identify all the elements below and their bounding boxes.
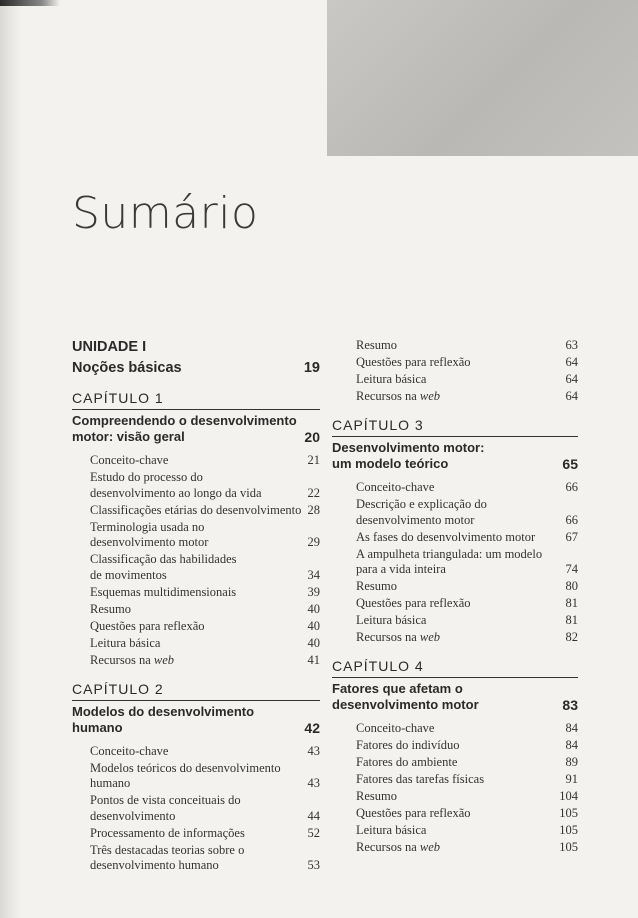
- toc-entry-label: Resumo: [356, 789, 397, 803]
- toc-entry: [72, 602, 320, 618]
- chapter-block: [72, 680, 320, 886]
- toc-entry-text: [90, 744, 168, 760]
- toc-entry-text: [356, 772, 484, 788]
- toc-entry-label: Processamento de informações: [90, 825, 245, 840]
- toc-entry-text: [90, 793, 241, 824]
- toc-entry-text: [90, 602, 131, 618]
- chapter-page: 42: [304, 719, 320, 736]
- right-chapters: [332, 416, 578, 867]
- toc-entry-text: [90, 585, 236, 601]
- toc-entry-text: [356, 338, 397, 354]
- toc-entry: [332, 840, 578, 856]
- toc-entry-text: [356, 480, 434, 496]
- toc-entry-label: Conceito-chave: [90, 453, 169, 467]
- chapter-block: [332, 657, 578, 867]
- toc-entry-page: 81: [565, 596, 578, 610]
- toc-entry-label: Fatores do ambiente: [356, 755, 458, 769]
- toc-entry-page: 63: [565, 338, 578, 352]
- toc-entry-page: 105: [559, 840, 578, 854]
- toc-entry: [332, 497, 578, 528]
- toc-entry-page: 41: [307, 652, 320, 667]
- chapter-label: CAPÍTULO 1: [72, 389, 320, 410]
- toc-entry: [72, 744, 320, 760]
- toc-entry-label: Resumo: [90, 601, 131, 616]
- toc-entry-label: Classificações etárias do desenvolvimento: [90, 502, 302, 517]
- scan-edge-mark: [0, 0, 60, 6]
- toc-entry: [72, 453, 320, 469]
- toc-entry-label: Esquemas multidimensionais: [90, 584, 237, 599]
- toc-entry-text: [356, 630, 440, 646]
- chapter-title: Compreendendo o desenvolvimento motor: visão geral: [72, 413, 297, 444]
- toc-entry: [332, 772, 578, 788]
- unit-title: Noções básicas: [72, 360, 182, 376]
- toc-entry: [332, 823, 578, 839]
- chapter-title-row: [72, 704, 320, 736]
- toc-entry: [72, 843, 320, 874]
- toc-entry-page: 81: [565, 613, 578, 627]
- toc-entry-page: 67: [565, 529, 578, 544]
- toc-right-column: [332, 338, 578, 867]
- toc-entry-text: [356, 721, 434, 737]
- toc-entry-page: 64: [565, 389, 578, 403]
- toc-entry: [332, 806, 578, 822]
- toc-entry-text: [356, 840, 440, 856]
- toc-entry-page: 66: [565, 480, 578, 494]
- toc-entry-text: [356, 806, 471, 822]
- toc-entry-label: As fases do desenvolvimento motor: [356, 529, 536, 544]
- toc-entry-label: Resumo: [356, 338, 397, 352]
- spacer: [332, 647, 578, 657]
- toc-entry-label: Leitura básica: [356, 372, 427, 386]
- decorative-gray-block: [327, 0, 638, 156]
- toc-entry: [332, 480, 578, 496]
- chapter-block: [72, 389, 320, 680]
- toc-entry-page: 105: [559, 806, 578, 820]
- toc-entry: [332, 613, 578, 629]
- toc-entry-label: Classificação das habilidades de movimentos: [90, 552, 237, 582]
- toc-entry-text: [356, 389, 440, 405]
- toc-entry-text: [356, 823, 426, 839]
- toc-entry-text: [356, 613, 426, 629]
- toc-entry-text: [356, 596, 471, 612]
- toc-entry-label: Resumo: [356, 579, 397, 593]
- toc-entry-page: 21: [307, 453, 320, 467]
- toc-entry-text: [90, 761, 281, 792]
- toc-entry-page: 105: [559, 823, 578, 837]
- spacer: [332, 406, 578, 416]
- toc-entry-page: 74: [565, 562, 578, 576]
- toc-entry-page: 104: [559, 789, 578, 803]
- toc-left-column: [72, 338, 320, 885]
- toc-entry-page: 40: [307, 618, 320, 633]
- toc-entry-emphasis: web: [419, 389, 441, 403]
- toc-entry-label: Recursos na: [356, 630, 420, 644]
- toc-entry-label: Pontos de vista conceituais do desenvolvimento: [90, 793, 241, 823]
- toc-entry: [332, 338, 578, 354]
- toc-entry-page: 43: [307, 776, 320, 790]
- chapter-block: [332, 416, 578, 657]
- toc-entry-page: 64: [565, 372, 578, 386]
- toc-entry-page: 22: [307, 485, 320, 500]
- toc-entry: [332, 738, 578, 754]
- toc-entry-page: 82: [565, 630, 578, 644]
- right-lead-entries: [332, 338, 578, 416]
- toc-entry-label: Estudo do processo do desenvolvimento ao longo da vida: [90, 470, 262, 500]
- toc-entry-label: A ampulheta triangulada: um modelo para a vida inteira: [356, 546, 543, 576]
- toc-entry-page: 89: [565, 755, 578, 769]
- toc-entry-page: 52: [307, 825, 320, 840]
- toc-entry: [72, 503, 320, 519]
- toc-entry-emphasis: web: [419, 840, 441, 854]
- chapter-title-row: [332, 681, 578, 713]
- toc-entry-label: Questões para reflexão: [90, 618, 205, 633]
- toc-entry-label: Fatores do indivíduo: [356, 738, 460, 752]
- toc-entry-text: [90, 619, 205, 635]
- toc-entry-page: 39: [307, 584, 320, 599]
- toc-entry-text: [90, 636, 160, 652]
- toc-entry-label: Modelos teóricos do desenvolvimento humano: [90, 760, 281, 790]
- toc-entry-page: 84: [565, 721, 578, 735]
- toc-entry-label: Recursos na: [356, 389, 420, 403]
- toc-entry: [332, 372, 578, 388]
- toc-entry-label: Conceito-chave: [356, 480, 435, 494]
- toc-entry-label: Conceito-chave: [356, 721, 435, 735]
- toc-entry-text: [90, 520, 208, 551]
- toc-entry: [332, 547, 578, 578]
- unit-title-row: [72, 357, 320, 379]
- toc-entry-text: [356, 355, 471, 371]
- toc-entry-page: 40: [307, 601, 320, 616]
- spacer: [72, 875, 320, 885]
- toc-entry: [72, 585, 320, 601]
- toc-entry-text: [356, 530, 535, 546]
- toc-entry: [72, 552, 320, 583]
- toc-entry-page: 84: [565, 738, 578, 752]
- toc-entry: [72, 826, 320, 842]
- chapter-label: CAPÍTULO 4: [332, 657, 578, 678]
- toc-entry-label: Questões para reflexão: [356, 355, 471, 369]
- toc-entry-text: [356, 497, 487, 528]
- spacer: [72, 670, 320, 680]
- toc-entry-text: [356, 755, 457, 771]
- toc-entry: [72, 470, 320, 501]
- toc-entry-page: 80: [565, 579, 578, 593]
- toc-entry: [72, 636, 320, 652]
- toc-entry: [332, 789, 578, 805]
- toc-entry: [332, 389, 578, 405]
- toc-entry-text: [356, 372, 426, 388]
- toc-entry: [332, 630, 578, 646]
- toc-entry-page: 66: [565, 512, 578, 527]
- toc-entry-label: Terminologia usada no desenvolvimento motor: [90, 519, 209, 549]
- left-chapters: [72, 389, 320, 885]
- toc-entry-text: [90, 453, 168, 469]
- toc-entry: [72, 793, 320, 824]
- toc-entry-label: Leitura básica: [90, 635, 161, 650]
- toc-entry: [72, 619, 320, 635]
- toc-entry-page: 28: [307, 502, 320, 517]
- toc-entry-page: 91: [565, 772, 578, 786]
- toc-entry-page: 29: [307, 535, 320, 549]
- toc-entry-page: 53: [307, 858, 320, 872]
- page-title: Sumário: [72, 188, 259, 239]
- toc-entry: [332, 596, 578, 612]
- toc-entry-label: Leitura básica: [356, 823, 427, 837]
- toc-entry-emphasis: web: [419, 630, 441, 644]
- toc-entry: [332, 721, 578, 737]
- toc-entry: [72, 653, 320, 669]
- chapter-title: Fatores que afetam o desenvolvimento motor: [332, 681, 479, 712]
- toc-entry-label: Questões para reflexão: [356, 596, 471, 610]
- toc-entry-label: Conceito-chave: [90, 743, 169, 758]
- toc-entry-page: 34: [307, 567, 320, 582]
- toc-entry-label: Recursos na: [90, 652, 154, 667]
- toc-entry: [332, 355, 578, 371]
- toc-entry-text: [90, 826, 245, 842]
- toc-entry-page: 40: [307, 635, 320, 650]
- toc-entry-label: Recursos na: [356, 840, 420, 854]
- chapter-page: 20: [304, 429, 320, 445]
- toc-entry-text: [356, 738, 459, 754]
- toc-entry-label: Fatores das tarefas físicas: [356, 772, 485, 786]
- chapter-title: Modelos do desenvolvimento humano: [72, 703, 255, 735]
- toc-entry-text: [90, 552, 236, 583]
- spacer: [332, 857, 578, 867]
- toc-entry-text: [356, 789, 397, 805]
- toc-entry-page: 64: [565, 355, 578, 369]
- toc-entry-text: [356, 547, 542, 578]
- toc-entry: [332, 530, 578, 546]
- toc-entry: [72, 520, 320, 551]
- chapter-page: 65: [562, 456, 578, 472]
- chapter-page: 83: [562, 697, 578, 713]
- toc-entry-label: Três destacadas teorias sobre o desenvolvimento humano: [90, 842, 245, 872]
- toc-entry-page: 43: [307, 743, 320, 758]
- toc-entry-emphasis: web: [153, 652, 175, 667]
- page-spine-shadow: [0, 0, 22, 918]
- toc-entry-label: Descrição e explicação do desenvolvimento motor: [356, 497, 487, 527]
- toc-entry-text: [356, 579, 397, 595]
- chapter-label: CAPÍTULO 2: [72, 680, 320, 701]
- toc-entry: [332, 755, 578, 771]
- toc-entry-page: 44: [307, 808, 320, 823]
- chapter-title: Desenvolvimento motor: um modelo teórico: [332, 440, 485, 471]
- chapter-label: CAPÍTULO 3: [332, 416, 578, 437]
- toc-entry: [332, 579, 578, 595]
- toc-entry-text: [90, 843, 244, 874]
- unit-page: 19: [303, 360, 320, 376]
- toc-entry-text: [90, 470, 262, 501]
- toc-entry-label: Leitura básica: [356, 613, 427, 627]
- unit-label: UNIDADE I: [72, 339, 147, 355]
- toc-entry: [72, 761, 320, 792]
- toc-entry-label: Questões para reflexão: [356, 806, 471, 820]
- toc-entry-text: [90, 503, 301, 519]
- chapter-title-row: [72, 413, 320, 445]
- chapter-title-row: [332, 440, 578, 472]
- toc-entry-text: [90, 653, 174, 669]
